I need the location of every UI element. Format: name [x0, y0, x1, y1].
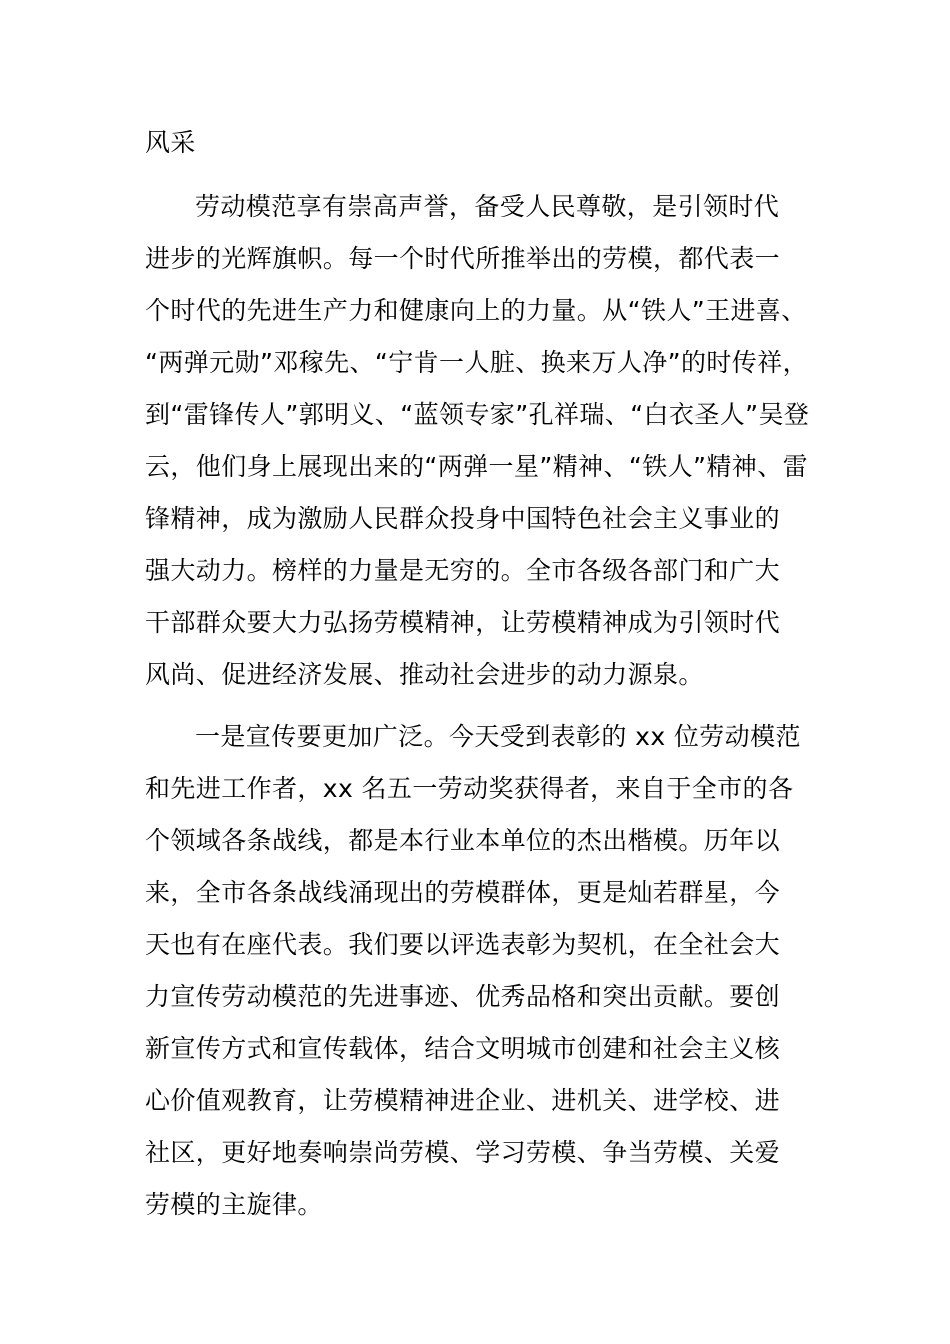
text-line: 新宣传方式和宣传载体，结合文明城市创建和社会主义核	[145, 1034, 781, 1063]
text-line: 进步的光辉旗帜。每一个时代所推举出的劳模，都代表一	[145, 244, 781, 273]
text-line: 云，他们身上展现出来的“两弹一星”精神、“铁人”精神、雷	[145, 452, 809, 481]
text-line: 劳模的主旋律。	[145, 1190, 323, 1219]
text-line: 一是宣传要更加广泛。今天受到表彰的 xx 位劳动模范	[195, 722, 801, 751]
text-line: 干部群众要大力弘扬劳模精神，让劳模精神成为引领时代	[145, 608, 781, 637]
text-line: 社区，更好地奏响崇尚劳模、学习劳模、争当劳模、关爱	[145, 1138, 781, 1167]
text-line: 来，全市各条战线涌现出的劳模群体，更是灿若群星，今	[145, 878, 781, 907]
text-line: 强大动力。榜样的力量是无穷的。全市各级各部门和广大	[145, 556, 781, 585]
paragraph-publicity	[145, 711, 805, 1231]
text-line: 天也有在座代表。我们要以评选表彰为契机，在全社会大	[145, 930, 781, 959]
text-line: 个时代的先进生产力和健康向上的力量。从“铁人”王进喜、	[145, 296, 807, 325]
text-line: 风尚、促进经济发展、推动社会进步的动力源泉。	[145, 660, 704, 689]
text-line: 风采	[145, 128, 196, 157]
text-line: 个领域各条战线，都是本行业本单位的杰出楷模。历年以	[145, 826, 781, 855]
paragraph-labor-models	[145, 181, 810, 701]
text-line: 力宣传劳动模范的先进事迹、优秀品格和突出贡献。要创	[145, 982, 781, 1011]
text-line: 和先进工作者，xx 名五一劳动奖获得者，来自于全市的各	[145, 774, 794, 803]
text-line: 到“雷锋传人”郭明义、“蓝领专家”孔祥瑞、“白衣圣人”吴登	[145, 400, 810, 429]
continuation-text	[145, 117, 805, 169]
text-line: 心价值观教育，让劳模精神进企业、进机关、进学校、进	[145, 1086, 781, 1115]
text-line: 锋精神，成为激励人民群众投身中国特色社会主义事业的	[145, 504, 781, 533]
text-line: “两弹元勋”邓稼先、“宁肯一人脏、换来万人净”的时传祥，	[145, 348, 809, 377]
text-line: 劳动模范享有崇高声誉，备受人民尊敬，是引领时代	[195, 192, 780, 221]
